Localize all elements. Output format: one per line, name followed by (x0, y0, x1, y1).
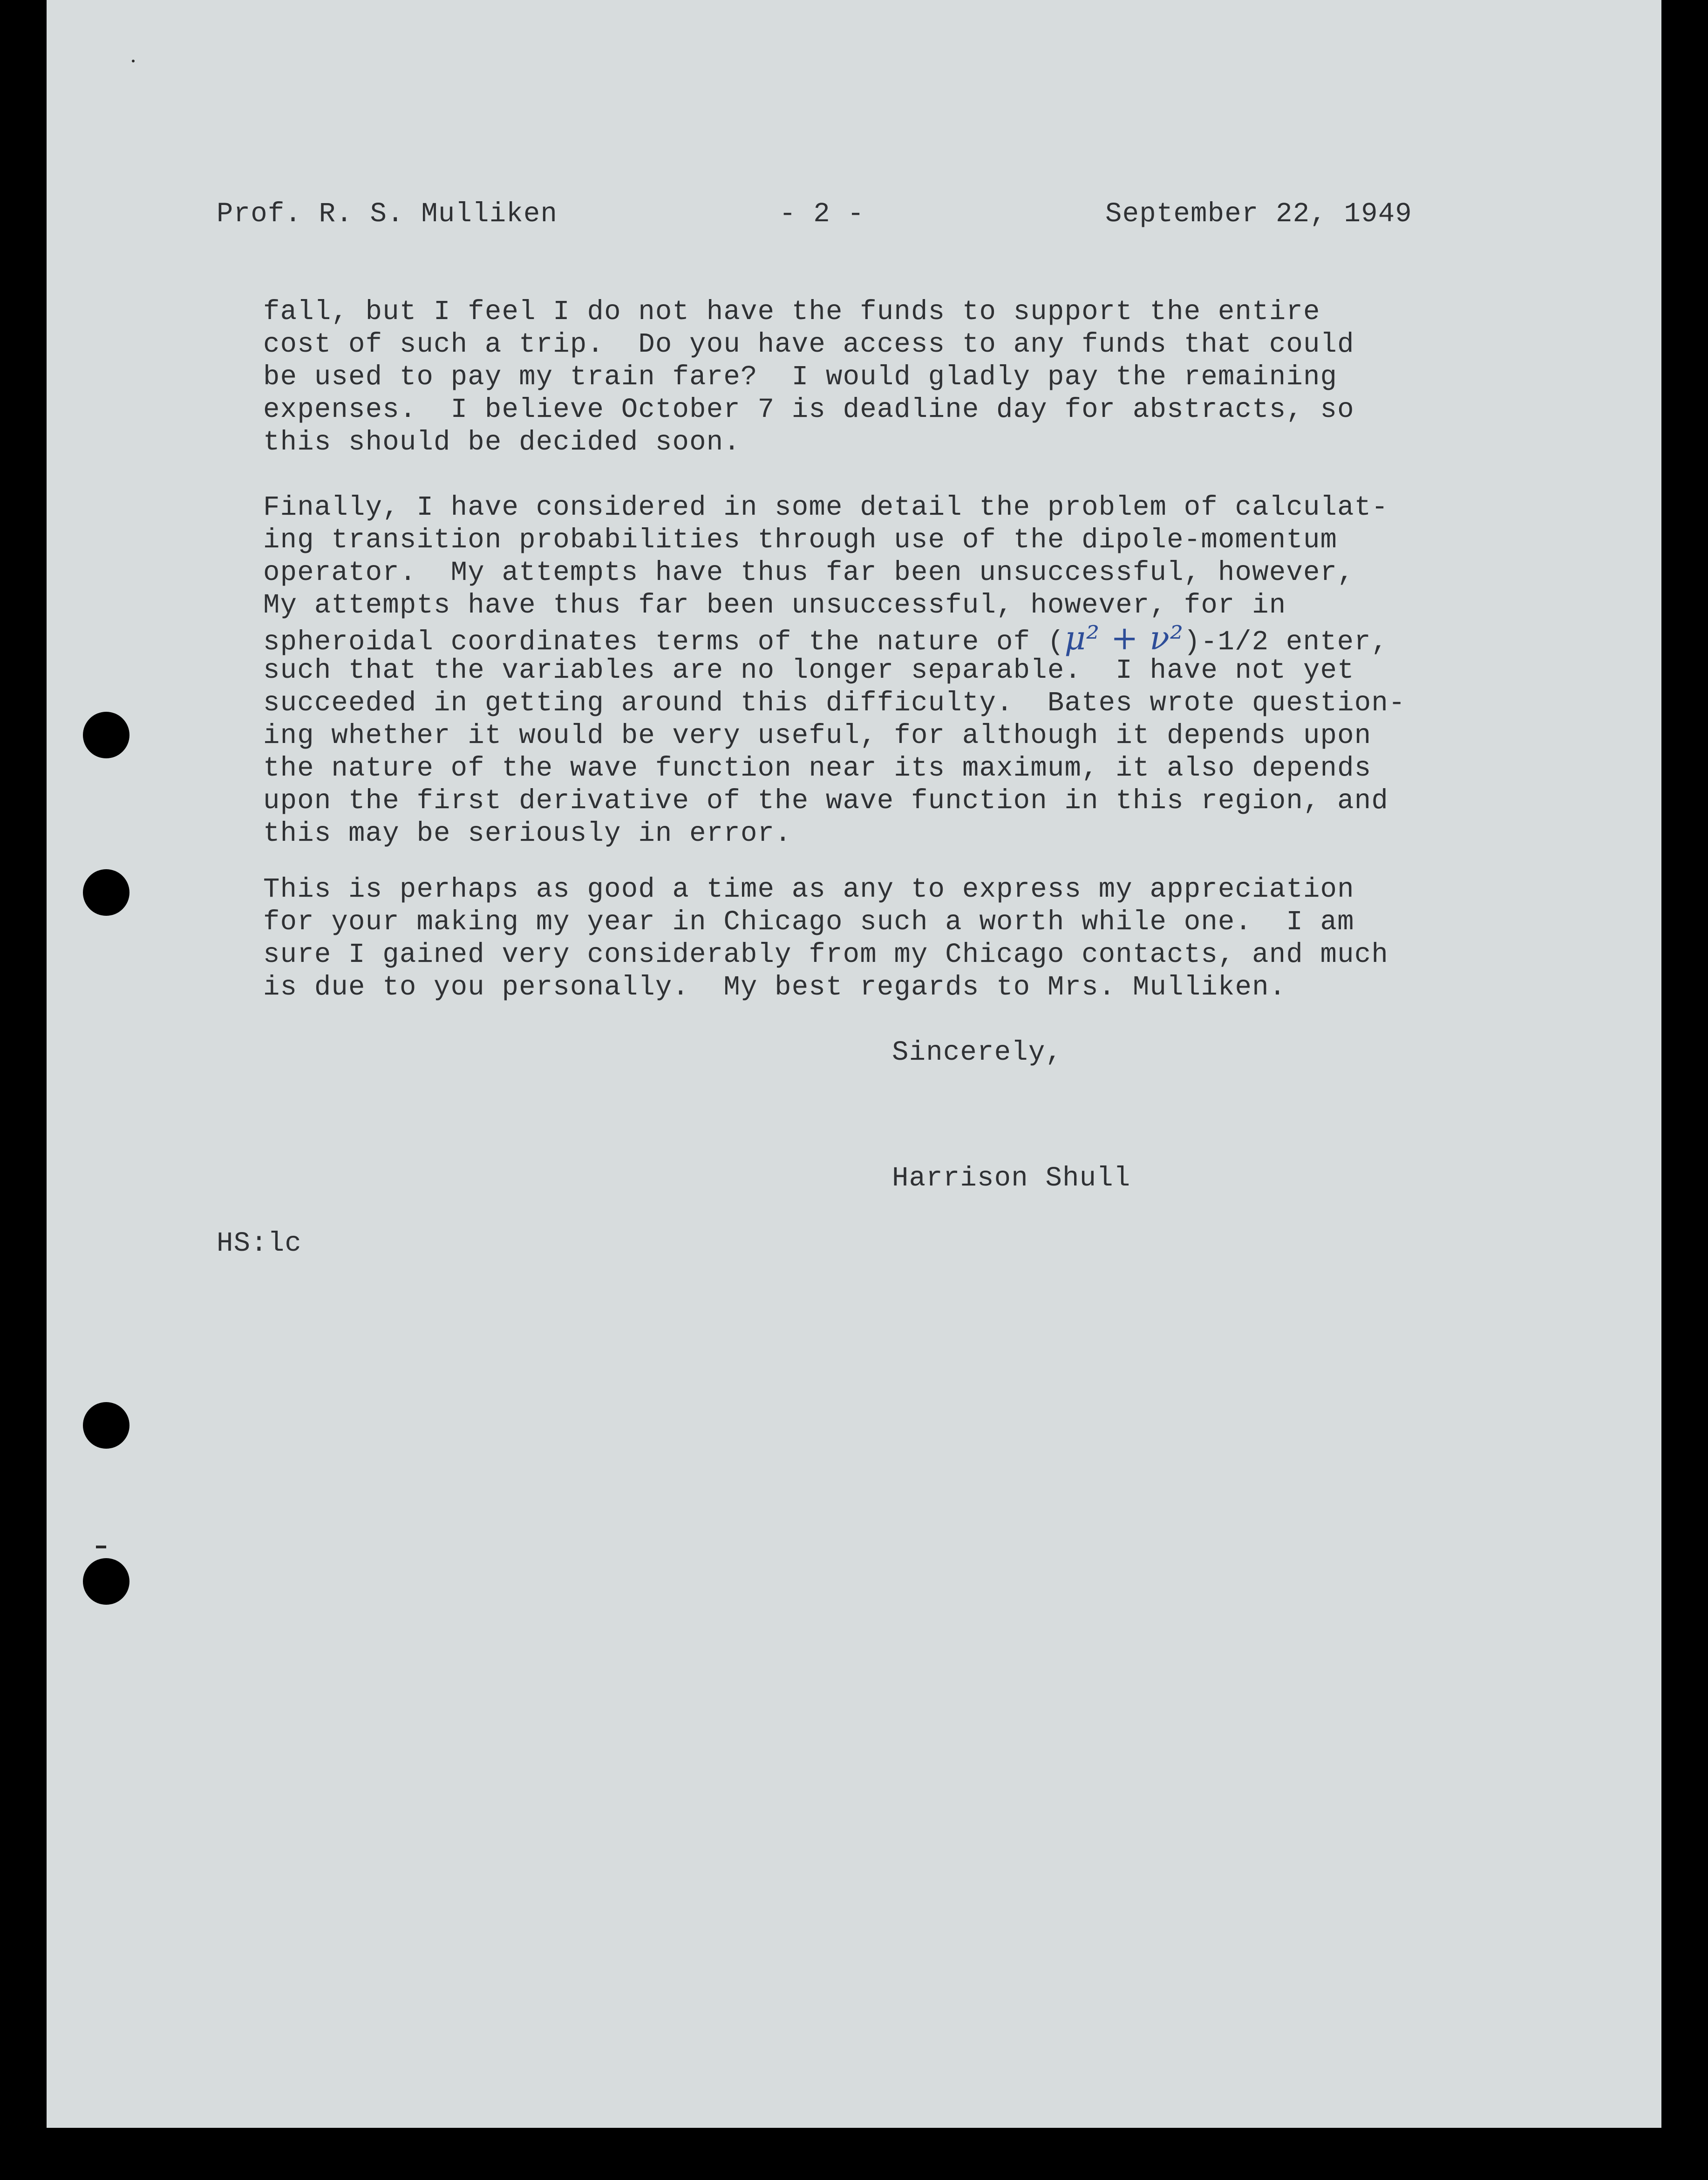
body-line: this may be seriously in error. (263, 818, 792, 849)
handwritten-formula: μ² + ν² (1064, 619, 1184, 657)
body-line: This is perhaps as good a time as any to express my appreciation (263, 874, 1354, 905)
body-line: succeeded in getting around this difficulty. Bates wrote question- (263, 688, 1406, 719)
header-date: September 22, 1949 (1105, 198, 1412, 230)
body-line: cost of such a trip. Do you have access to any funds that could (263, 329, 1354, 360)
body-line: ing transition probabilities through use of the dipole-momentum (263, 525, 1338, 556)
body-line: such that the variables are no longer separable. I have not yet (263, 655, 1354, 686)
formula-text-before: spheroidal coordinates terms of the nature of ( (263, 627, 1065, 658)
body-line: is due to you personally. My best regards to Mrs. Mulliken. (263, 972, 1286, 1003)
binder-hole (83, 1402, 129, 1449)
body-line: be used to pay my train fare? I would gladly pay the remaining (263, 361, 1338, 393)
body-line: fall, but I feel I do not have the funds to support the entire (263, 296, 1320, 327)
closing-signature: Harrison Shull (892, 1163, 1131, 1194)
body-line: Finally, I have considered in some detail the problem of calculat- (263, 492, 1388, 523)
binder-hole (83, 712, 129, 758)
body-line: My attempts have thus far been unsuccessful, however, for in (263, 590, 1286, 621)
binder-hole (83, 869, 129, 916)
closing-initials: HS:lc (217, 1228, 302, 1259)
binder-hole (83, 1558, 129, 1605)
body-line: ing whether it would be very useful, for although it depends upon (263, 720, 1372, 751)
body-line: upon the first derivative of the wave function in this region, and (263, 785, 1388, 817)
body-line: operator. My attempts have thus far been unsuccessful, however, (263, 557, 1354, 588)
paper-speck (96, 1546, 106, 1548)
formula-text-after: )-1/2 enter, (1184, 627, 1388, 658)
header-page-number: - 2 - (779, 198, 865, 230)
body-line: the nature of the wave function near its maximum, it also depends (263, 753, 1372, 784)
body-line: expenses. I believe October 7 is deadline day for abstracts, so (263, 394, 1354, 425)
body-line: sure I gained very considerably from my Chicago contacts, and much (263, 939, 1388, 970)
body-line-formula (263, 619, 1388, 659)
body-line: this should be decided soon. (263, 427, 741, 458)
header-recipient: Prof. R. S. Mulliken (217, 198, 558, 230)
paper-speck (132, 60, 135, 62)
closing-salutation: Sincerely, (892, 1037, 1063, 1068)
body-line: for your making my year in Chicago such a worth while one. I am (263, 906, 1354, 938)
letter-page (47, 0, 1661, 2128)
